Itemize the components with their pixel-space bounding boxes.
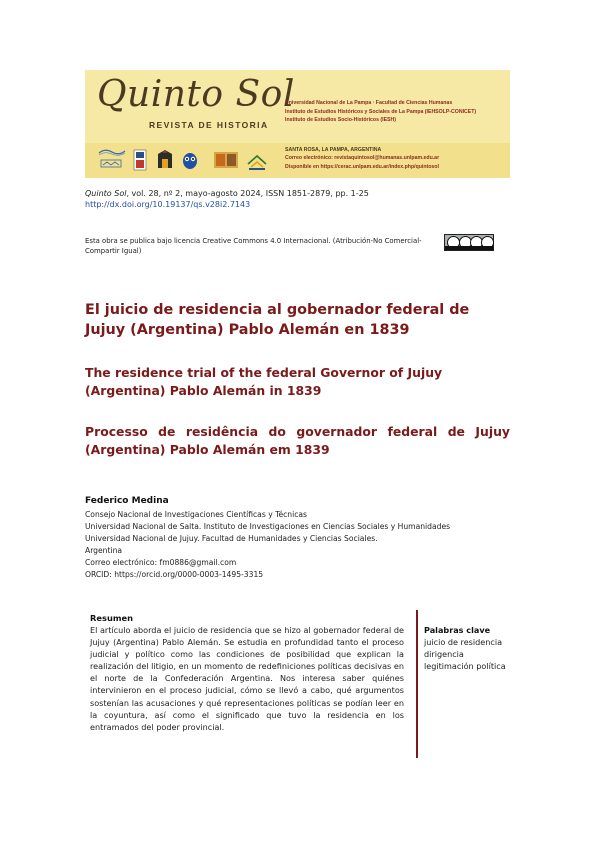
iehsolp-logo bbox=[99, 159, 123, 169]
institution-line: Instituto de Estudios Socio-Históricos (IESH) bbox=[285, 117, 396, 124]
author-email: Correo electrónico: fm0886@gmail.com bbox=[85, 558, 237, 568]
abstract-text: El artículo aborda el juicio de residencia que se hizo al gobernador federal de Jujuy (Argentina) Pablo Alemán. Se estudia en profundidad tanto el proceso judicial y político como las condiciones de posibilidad que explican la realización del litigio, en un momento de redefiniciones políticas decisivas en el norte de la Confederación Argentina. Nos interesa saber quiénes intervinieron en el proceso judicial, cómo se llevó a cabo, qué argumentos sostenían las acusaciones y qué representaciones políticas se podían leer en la coyuntura, así como el significado que tuvo la residencia en los entramados del poder provincial. bbox=[90, 625, 404, 732]
journal-city: SANTA ROSA, LA PAMPA, ARGENTINA bbox=[285, 147, 382, 153]
keyword-item: dirigencia bbox=[424, 649, 464, 660]
owl-logo bbox=[181, 150, 199, 170]
journal-logo-subtitle: REVISTA DE HISTORIA bbox=[149, 120, 269, 130]
keyword-item: legitimación política bbox=[424, 661, 506, 672]
author-affiliations bbox=[85, 509, 450, 582]
keyword-item: juicio de residencia bbox=[424, 637, 503, 647]
title-english: The residence trial of the federal Governor of Jujuy (Argentina) Pablo Alemán in 1839 bbox=[85, 365, 443, 398]
unlpam-logo bbox=[133, 148, 147, 172]
abstract-section bbox=[90, 612, 404, 733]
journal-logo-title: Quinto Sol bbox=[97, 74, 295, 115]
license-text: Esta obra se publica bajo licencia Creative Commons 4.0 Internacional. (Atribución-No Comercial-Compartir Igual) bbox=[85, 237, 422, 255]
book-logo bbox=[245, 150, 269, 172]
institution-line: Instituto de Estudios Históricos y Sociales de La Pampa (IEHSOLP-CONICET) bbox=[285, 108, 477, 115]
journal-address bbox=[285, 146, 439, 171]
abstract-heading: Resumen bbox=[90, 613, 134, 623]
keywords-section bbox=[424, 624, 520, 672]
author-orcid: ORCID: https://orcid.org/0000-0003-1495-3315 bbox=[85, 570, 264, 580]
institutions-block bbox=[285, 99, 476, 125]
keywords-heading: Palabras clave bbox=[424, 625, 491, 635]
citation-journal: Quinto Sol bbox=[85, 189, 127, 198]
affiliation-line: Universidad Nacional de Jujuy. Facultad de Humanidades y Ciencias Sociales. bbox=[85, 534, 378, 544]
author-name: Federico Medina bbox=[85, 496, 169, 506]
title-portuguese: Processo de residência do governador federal de Jujuy (Argentina) Pablo Alemán em 1839 bbox=[85, 424, 510, 457]
cc-badge-bar bbox=[445, 246, 493, 250]
journal-url: Disponible en https://cerac.unlpam.edu.ar/index.php/quintosol bbox=[285, 163, 439, 170]
conicet-logo bbox=[97, 147, 127, 157]
institution-line: Universidad Nacional de La Pampa · Facultad de Ciencias Humanas bbox=[285, 100, 453, 106]
citation-block bbox=[85, 188, 369, 210]
affiliation-line: Universidad Nacional de Salta. Instituto de Investigaciones en Ciencias Sociales y Humanidades bbox=[85, 522, 451, 532]
faculty-logo bbox=[155, 148, 175, 172]
affiliation-line: Argentina bbox=[85, 546, 123, 556]
citation-details: , vol. 28, nº 2, mayo-agosto 2024, ISSN 1851-2879, pp. 1-25 bbox=[126, 189, 369, 198]
iesh-logo bbox=[213, 150, 239, 170]
abstract-divider bbox=[416, 610, 418, 758]
affiliation-line: Consejo Nacional de Investigaciones Científicas y Técnicas bbox=[85, 510, 308, 519]
journal-email: Correo electrónico: revistaquintosol@humanas.unlpam.edu.ar bbox=[285, 155, 440, 162]
title-spanish: El juicio de residencia al gobernador federal de Jujuy (Argentina) Pablo Alemán en 1839 bbox=[85, 302, 470, 338]
citation-line bbox=[85, 188, 369, 199]
cc-by-nc-sa-badge[interactable] bbox=[444, 234, 494, 251]
journal-banner bbox=[85, 70, 510, 178]
doi-link[interactable]: http://dx.doi.org/10.19137/qs.v28i2.7143 bbox=[85, 200, 251, 209]
